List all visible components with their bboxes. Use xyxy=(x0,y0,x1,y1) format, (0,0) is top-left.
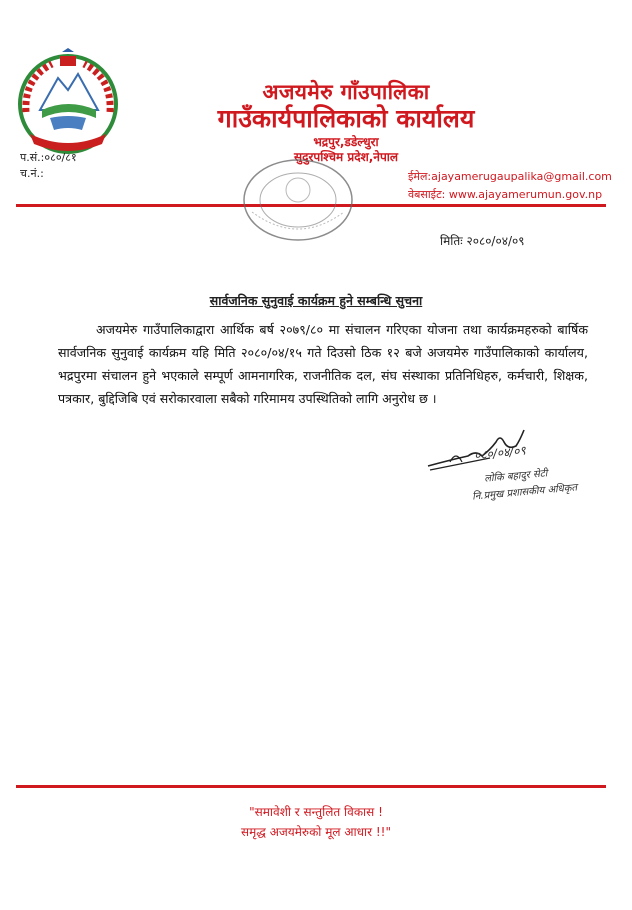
letter-date: मितिः २०८०/०४/०९ xyxy=(440,234,525,248)
signature-date: ०८०/०४/०९ xyxy=(473,443,527,463)
dispatch-number: च.नं.: xyxy=(20,167,44,180)
office-name: गाउँकार्यपालिकाको कार्यालय xyxy=(217,104,475,133)
signatory-name: लोकि बहादुर सेटी xyxy=(483,468,548,485)
website-link[interactable]: वेबसाईट: www.ajayamerumun.gov.np xyxy=(408,188,603,201)
reference-number: प.सं.:०८०/८१ xyxy=(20,151,77,164)
address-line-2: सुदुरपश्चिम प्रदेश,नेपाल xyxy=(293,150,399,164)
motto-line-2: समृद्ध अजयमेरुको मूल आधार !!" xyxy=(241,825,391,839)
notice-body: अजयमेरु गाउँपालिकाद्वारा आर्थिक बर्ष २०७९/८० मा संचालन गरिएका योजना तथा कार्यक्रमहरुको बार्षिक सार्वजनिक सुनुवाई कार्यक्रम यहि मिति २०८०/०४/१५ गते दिउसो ठिक १२ बजे अजयमेरु गाउँपालिकाको कार्यालय, भद्रपुरमा संचालन हुने भएकाले सम्पूर्ण आमनागरिक, राजनीतिक दल, संघ संस्थाका प्रतिनिधिहरु, कर्मचारी, शिक्षक, पत्रकार, बुद्दिजिबि एवं सरोकारवाला सबैको गरिमामय उपस्थितिको लागि अनुरोध छ । xyxy=(58,322,588,406)
address-line-1: भद्रपुर,डडेल्धुरा xyxy=(313,135,379,149)
municipality-name: अजयमेरु गाँउपालिका xyxy=(262,80,430,104)
footer-divider xyxy=(16,785,606,788)
office-stamp xyxy=(238,156,358,252)
email-address[interactable]: ईमेल:ajayamerugaupalika@gmail.com xyxy=(408,170,612,183)
notice-subject: सार्वजनिक सुनुवाई कार्यक्रम हुने सम्बन्धि सुचना xyxy=(209,293,423,308)
signatory-title: नि.प्रमुख प्रशासकीय अधिकृत xyxy=(471,482,578,503)
motto-line-1: "समावेशी र सन्तुलित विकास ! xyxy=(249,805,383,819)
